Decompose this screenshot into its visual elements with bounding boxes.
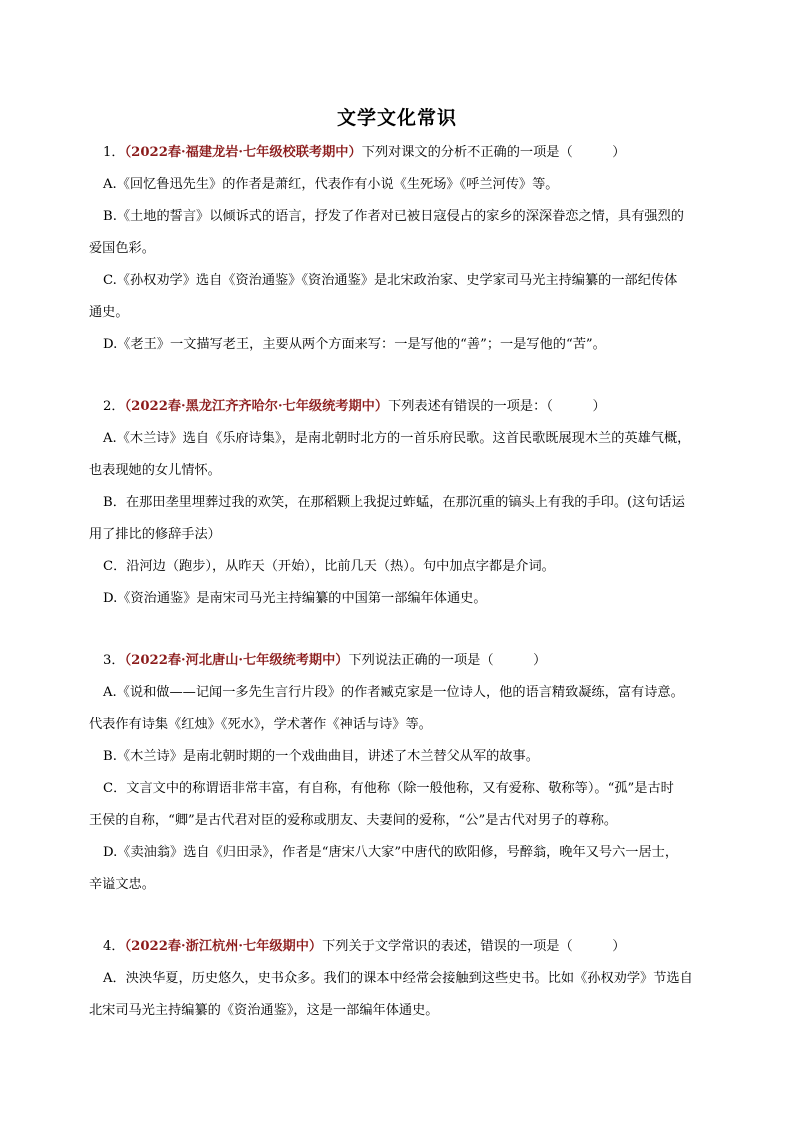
question-number: 2． bbox=[103, 399, 125, 414]
option-line: 王侯的自称，“卿”是古代君对臣的爱称或朋友、夫妻间的爱称，“公”是古代对男子的尊称。 bbox=[89, 813, 618, 828]
option-line: 也表现她的女儿情怀。 bbox=[89, 463, 221, 478]
question-text: 下列说法正确的一项是（ ） bbox=[348, 653, 547, 668]
option-line: A.《木兰诗》选自《乐府诗集》，是南北朝时北方的一首乐府民歌。这首民歌既展现木兰的英雄气概， bbox=[103, 431, 691, 446]
option-line: C．文言文中的称谓语非常丰富，有自称，有他称（除一般他称，又有爱称、敬称等）。“孤”是古时 bbox=[103, 781, 674, 796]
question-stem bbox=[103, 398, 606, 416]
option-line: 通史。 bbox=[89, 305, 129, 320]
option-line: B.《土地的誓言》以倾诉式的语言，抒发了作者对已被日寇侵占的家乡的深深眷恋之情，具有强烈的 bbox=[103, 209, 684, 224]
question-text: 下列关于文学常识的表述，错误的一项是（ ） bbox=[322, 939, 626, 954]
option-line: D.《老王》一文描写老王，主要从两个方面来写：一是写他的“善”；一是写他的“苦”。 bbox=[103, 337, 606, 352]
question-text: 下列表述有错误的一项是：（ ） bbox=[388, 399, 606, 414]
option-line: 北宋司马光主持编纂的《资治通鉴》，这是一部编年体通史。 bbox=[89, 1003, 439, 1018]
question-source: （2022春·福建龙岩·七年级校联考期中） bbox=[124, 145, 362, 160]
option-line: D.《资治通鉴》是南宋司马光主持编纂的中国第一部编年体通史。 bbox=[103, 591, 487, 606]
question-text: 下列对课文的分析不正确的一项是（ ） bbox=[361, 145, 626, 160]
question-number: 1． bbox=[103, 145, 125, 160]
question-stem bbox=[103, 652, 546, 670]
option-line: 辛谥文忠。 bbox=[89, 877, 155, 892]
question-number: 4． bbox=[103, 939, 125, 954]
page-title: 文学文化常识 bbox=[336, 107, 457, 129]
question-number: 3． bbox=[103, 653, 125, 668]
question-stem bbox=[103, 938, 625, 956]
option-line: A.《说和做——记闻一多先生言行片段》的作者臧克家是一位诗人，他的语言精致凝练，富有诗意。 bbox=[103, 685, 684, 700]
question-source: （2022春·浙江杭州·七年级期中） bbox=[124, 939, 323, 954]
question-stem bbox=[103, 144, 625, 162]
option-line: 用了排比的修辞手法） bbox=[89, 527, 221, 542]
option-line: C.《孙权劝学》选自《资治通鉴》《资治通鉴》是北宋政治家、史学家司马光主持编纂的一部纪传体 bbox=[103, 273, 678, 288]
question-source: （2022春·河北唐山·七年级统考期中） bbox=[124, 653, 349, 668]
question-source: （2022春·黑龙江齐齐哈尔·七年级统考期中） bbox=[124, 399, 389, 414]
option-line: D.《卖油翁》选自《归田录》，作者是“唐宋八大家”中唐代的欧阳修，号醉翁，晚年又号六一居士， bbox=[103, 845, 679, 860]
option-line: A．泱泱华夏，历史悠久，史书众多。我们的课本中经常会接触到这些史书。比如《孙权劝学》节选自 bbox=[103, 971, 693, 986]
option-line: 代表作有诗集《红烛》《死水》，学术著作《神话与诗》等。 bbox=[89, 717, 432, 732]
option-line: B.《木兰诗》是南北朝时期的一个戏曲曲目，讲述了木兰替父从军的故事。 bbox=[103, 749, 539, 764]
option-line: A.《回忆鲁迅先生》的作者是萧红，代表作有小说《生死场》《呼兰河传》等。 bbox=[103, 177, 559, 192]
option-line: C．沿河边（跑步），从昨天（开始），比前几天（热）。句中加点字都是介词。 bbox=[103, 559, 555, 574]
option-line: B．在那田垄里埋葬过我的欢笑，在那稻颗上我捉过蚱蜢，在那沉重的镐头上有我的手印。(这句话运 bbox=[103, 495, 685, 510]
option-line: 爱国色彩。 bbox=[89, 241, 155, 256]
